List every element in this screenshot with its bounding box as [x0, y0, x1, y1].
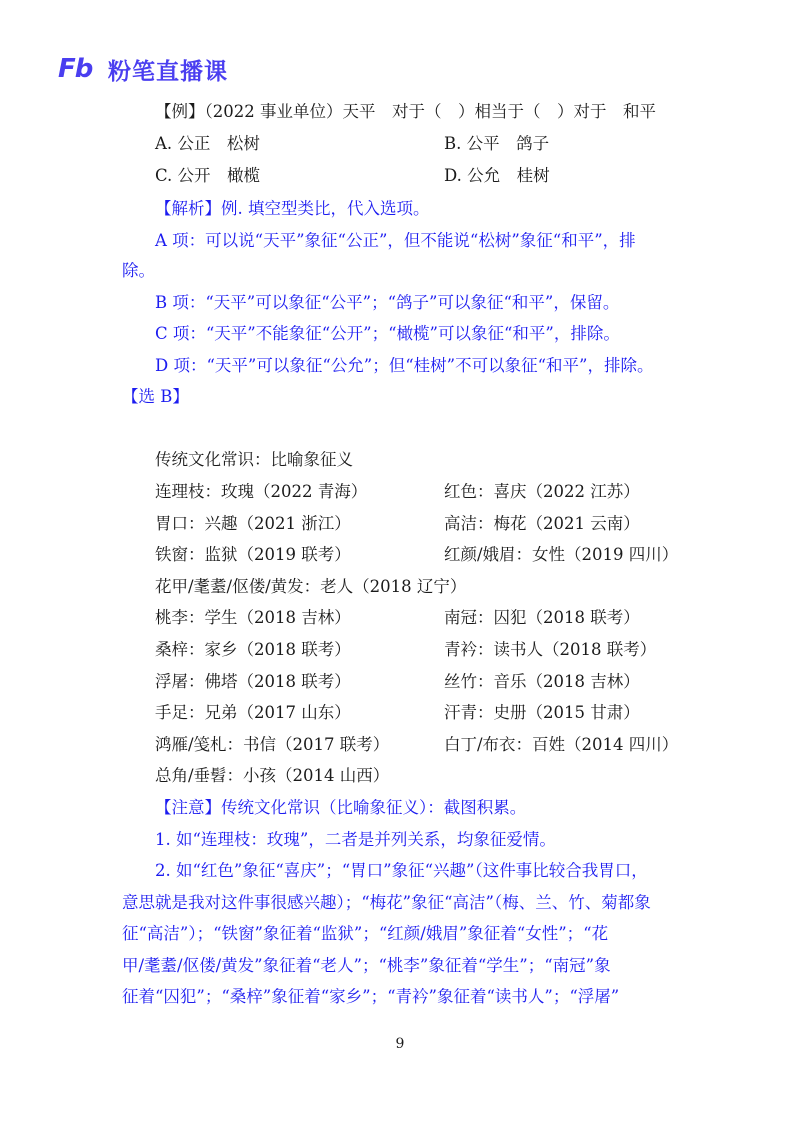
- analysis-c: C 项：“天平”不能象征“公开”；“橄榄”可以象征“和平”，排除。: [155, 324, 620, 343]
- option-b: B. 公平 鸽子: [444, 134, 550, 153]
- knowledge-item: 浮屠：佛塔（2018 联考）: [155, 672, 351, 691]
- knowledge-item: 青衿：读书人（2018 联考）: [444, 640, 657, 659]
- knowledge-item: 白丁/布衣：百姓（2014 四川）: [444, 735, 679, 754]
- note-item-2-line5: 征着“囚犯”；“桑梓”象征着“家乡”；“青衿”象征着“读书人”；“浮屠”: [122, 987, 620, 1006]
- option-a: A. 公正 松树: [155, 134, 260, 153]
- analysis-a-line2: 除。: [122, 261, 155, 280]
- knowledge-item: 桑梓：家乡（2018 联考）: [155, 640, 351, 659]
- analysis-title: 【解析】例. 填空型类比，代入选项。: [155, 199, 430, 218]
- note-item-2-line2: 意思就是我对这件事很感兴趣）；“梅花”象征“高洁”（梅、兰、竹、菊都象: [122, 893, 651, 912]
- analysis-b: B 项：“天平”可以象征“公平”；“鸽子”可以象征“和平”，保留。: [155, 293, 620, 312]
- knowledge-item: 汗青：史册（2015 甘肃）: [444, 703, 640, 722]
- knowledge-item: 铁窗：监狱（2019 联考）: [155, 545, 351, 564]
- knowledge-item: 总角/垂髫：小孩（2014 山西）: [155, 766, 390, 785]
- brand-name: 粉笔直播课: [108, 58, 228, 85]
- analysis-d: D 项：“天平”可以象征“公允”；但“桂树”不可以象征“和平”，排除。: [155, 356, 654, 375]
- fb-logo-icon: Fb: [58, 54, 93, 84]
- note-item-2-line3: 征“高洁”）；“铁窗”象征着“监狱”；“红颜/娥眉”象征着“女性”；“花: [122, 924, 609, 943]
- knowledge-item: 红色：喜庆（2022 江苏）: [444, 482, 640, 501]
- question-text: 【例】（2022 事业单位）天平 对于（ ）相当于（ ）对于 和平: [155, 102, 656, 121]
- knowledge-item: 红颜/娥眉：女性（2019 四川）: [444, 545, 679, 564]
- knowledge-item: 南冠：囚犯（2018 联考）: [444, 608, 640, 627]
- answer-label: 【选 B】: [122, 387, 189, 406]
- knowledge-item: 高洁：梅花（2021 云南）: [444, 514, 640, 533]
- knowledge-item: 胃口：兴趣（2021 浙江）: [155, 514, 351, 533]
- analysis-a-line1: A 项：可以说“天平”象征“公正”，但不能说“松树”象征“和平”，排: [155, 231, 636, 250]
- knowledge-item: 桃李：学生（2018 吉林）: [155, 608, 351, 627]
- knowledge-title: 传统文化常识：比喻象征义: [155, 450, 353, 469]
- knowledge-item: 连理枝：玫瑰（2022 青海）: [155, 482, 368, 501]
- option-c: C. 公开 橄榄: [155, 166, 261, 185]
- knowledge-item: 丝竹：音乐（2018 吉林）: [444, 672, 640, 691]
- knowledge-item: 鸿雁/笺札：书信（2017 联考）: [155, 735, 390, 754]
- brand-logo: [58, 52, 228, 86]
- knowledge-item: 手足：兄弟（2017 山东）: [155, 703, 351, 722]
- page-number: 9: [395, 1036, 405, 1052]
- knowledge-item: 花甲/耄耋/伛偻/黄发：老人（2018 辽宁）: [155, 577, 467, 596]
- note-item-2-line4: 甲/耄耋/伛偻/黄发”象征着“老人”；“桃李”象征着“学生”；“南冠”象: [122, 956, 611, 975]
- note-item-1: 1. 如“连理枝：玫瑰”，二者是并列关系，均象征爱情。: [155, 830, 556, 849]
- note-title: 【注意】传统文化常识（比喻象征义）：截图积累。: [155, 798, 527, 817]
- note-item-2-line1: 2. 如“红色”象征“喜庆”；“胃口”象征“兴趣”（这件事比较合我胃口，: [155, 861, 648, 880]
- option-d: D. 公允 桂树: [444, 166, 550, 185]
